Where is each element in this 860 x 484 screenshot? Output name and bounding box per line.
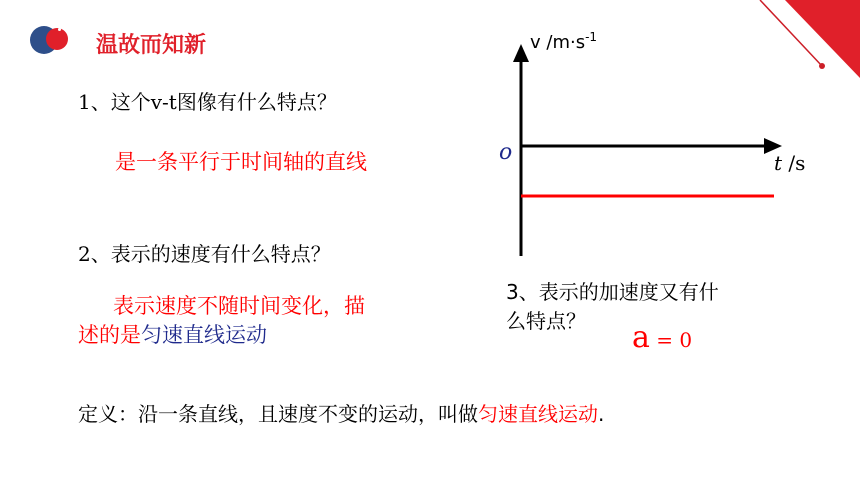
- x-axis-label-unit: /s: [782, 151, 806, 175]
- x-axis-label: [774, 151, 805, 175]
- question-1: 1、这个v-t图像有什么特点？: [78, 90, 337, 114]
- answer-3-value: = 0: [649, 328, 693, 352]
- question-3-line-2: 么特点？: [506, 309, 586, 333]
- definition-term: 匀速直线运动: [478, 402, 598, 426]
- definition: [78, 398, 604, 427]
- section-title: 温故而知新: [96, 33, 207, 58]
- answer-2-term: 匀速直线运动: [141, 323, 267, 347]
- y-axis-arrow: [513, 44, 529, 62]
- question-3-line-1: 3、表示的加速度又有什: [506, 280, 719, 304]
- definition-prefix: 定义：沿一条直线，且速度不变的运动，叫做: [78, 402, 478, 426]
- answer-2-prefix: 述的是: [78, 323, 141, 347]
- answer-1: 是一条平行于时间轴的直线: [115, 150, 367, 174]
- y-axis-label: [530, 30, 597, 53]
- answer-3-symbol: a: [632, 320, 650, 355]
- definition-suffix: .: [598, 402, 605, 426]
- x-axis-label-t: t: [774, 151, 783, 175]
- answer-2-line-1: 表示速度不随时间变化，描: [113, 294, 365, 318]
- origin-label: o: [499, 140, 513, 165]
- y-axis-label-text: v /m·s: [530, 32, 586, 53]
- y-axis-label-exp: -1: [585, 30, 598, 44]
- question-2: 2、表示的速度有什么特点？: [78, 242, 331, 266]
